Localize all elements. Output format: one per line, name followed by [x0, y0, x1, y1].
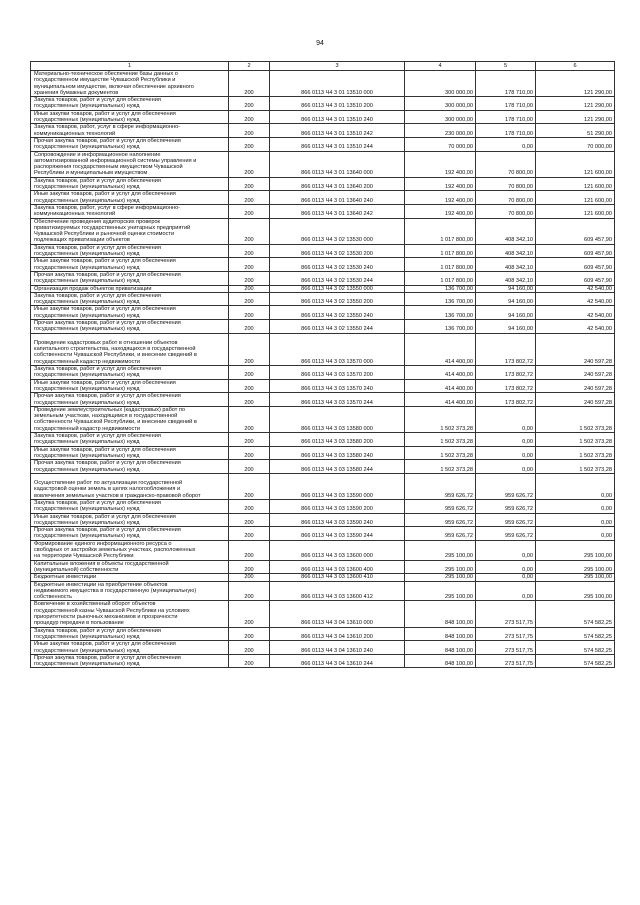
- table-row: [31, 333, 615, 365]
- row-classification-code: 866 0113 Ч4 3 03 13600 410: [270, 574, 405, 581]
- table-row: [31, 446, 615, 460]
- row-code: 200: [229, 641, 270, 655]
- row-description: Иные закупки товаров, работ и услуг для обеспечения государственных (муниципальных) нужд: [31, 191, 229, 205]
- row-executed-amount: 70 800,00: [476, 177, 536, 191]
- row-classification-code: 866 0113 Ч4 3 03 13580 244: [270, 460, 405, 474]
- row-classification-code: 866 0113 Ч4 3 03 13580 200: [270, 433, 405, 447]
- row-code: 200: [229, 513, 270, 527]
- row-code: 200: [229, 574, 270, 581]
- table-row: [31, 601, 615, 627]
- row-executed-amount: 178 710,00: [476, 71, 536, 97]
- row-description: Закупка товаров, работ и услуг для обеспечения государственных (муниципальных) нужд: [31, 97, 229, 111]
- table-row: [31, 319, 615, 333]
- row-classification-code: 866 0113 Ч4 3 02 13530 244: [270, 271, 405, 285]
- row-description: Материально-техническое обеспечение базы данных о государственном имуществе Чувашской Республики и муниципальном имуществе, включая обеспечение архивного хранения бумажных документов: [31, 71, 229, 97]
- row-description: Прочая закупка товаров, работ и услуг для обеспечения государственных (муниципальных) нужд: [31, 137, 229, 151]
- row-classification-code: 866 0113 Ч4 3 01 13640 200: [270, 177, 405, 191]
- table-row: [31, 393, 615, 407]
- row-executed-amount: 173 802,72: [476, 393, 536, 407]
- row-executed-amount: 0,00: [476, 446, 536, 460]
- row-description: Закупка товаров, работ и услуг для обеспечения государственных (муниципальных) нужд: [31, 627, 229, 641]
- row-classification-code: 866 0113 Ч4 3 03 13580 000: [270, 406, 405, 432]
- row-approved-amount: 300 000,00: [405, 97, 476, 111]
- row-approved-amount: 1 502 373,28: [405, 406, 476, 432]
- row-unexecuted-amount: 574 582,25: [536, 641, 615, 655]
- row-approved-amount: 1 017 800,00: [405, 271, 476, 285]
- table-row: [31, 379, 615, 393]
- row-description: Закупка товаров, работ и услуг для обеспечения государственных (муниципальных) нужд: [31, 292, 229, 306]
- row-code: 200: [229, 124, 270, 138]
- row-executed-amount: 0,00: [476, 540, 536, 560]
- row-description: Иные закупки товаров, работ и услуг для обеспечения государственных (муниципальных) нужд: [31, 379, 229, 393]
- row-code: 200: [229, 177, 270, 191]
- row-unexecuted-amount: 295 100,00: [536, 540, 615, 560]
- table-row: [31, 560, 615, 574]
- row-unexecuted-amount: 70 000,00: [536, 137, 615, 151]
- table-row: [31, 191, 615, 205]
- row-classification-code: 866 0113 Ч4 3 02 13550 000: [270, 285, 405, 292]
- table-row: [31, 627, 615, 641]
- row-approved-amount: 295 100,00: [405, 540, 476, 560]
- row-unexecuted-amount: 42 540,00: [536, 306, 615, 320]
- row-approved-amount: 136 700,00: [405, 285, 476, 292]
- row-classification-code: 866 0113 Ч4 3 03 13570 200: [270, 366, 405, 380]
- table-row: [31, 513, 615, 527]
- table-row: [31, 406, 615, 432]
- row-description: Прочая закупка товаров, работ и услуг для обеспечения государственных (муниципальных) нужд: [31, 271, 229, 285]
- table-row: [31, 654, 615, 668]
- row-description: Организация продаж объектов приватизации: [31, 285, 229, 292]
- row-code: 200: [229, 151, 270, 177]
- row-description: Закупка товаров, работ, услуг в сфере информационно- коммуникационных технологий: [31, 204, 229, 218]
- row-approved-amount: 192 400,00: [405, 151, 476, 177]
- page-number: 94: [316, 40, 324, 47]
- row-approved-amount: 70 000,00: [405, 137, 476, 151]
- row-description: Бюджетные инвестиции: [31, 574, 229, 581]
- row-classification-code: 866 0113 Ч4 3 03 13590 000: [270, 473, 405, 499]
- table-row: [31, 527, 615, 541]
- table-row: [31, 110, 615, 124]
- table-row: [31, 581, 615, 601]
- table-row: [31, 151, 615, 177]
- table-row: [31, 124, 615, 138]
- row-executed-amount: 959 626,72: [476, 513, 536, 527]
- row-classification-code: 866 0113 Ч4 3 02 13530 000: [270, 218, 405, 244]
- row-approved-amount: 959 626,72: [405, 527, 476, 541]
- row-executed-amount: 959 626,72: [476, 527, 536, 541]
- row-unexecuted-amount: 121 290,00: [536, 71, 615, 97]
- row-classification-code: 866 0113 Ч4 3 01 13510 200: [270, 97, 405, 111]
- row-executed-amount: 0,00: [476, 406, 536, 432]
- row-code: 200: [229, 654, 270, 668]
- row-unexecuted-amount: 295 100,00: [536, 560, 615, 574]
- row-executed-amount: 408 342,10: [476, 218, 536, 244]
- row-executed-amount: 0,00: [476, 581, 536, 601]
- row-executed-amount: 959 626,72: [476, 500, 536, 514]
- row-code: 200: [229, 460, 270, 474]
- row-code: 200: [229, 285, 270, 292]
- table-row: [31, 500, 615, 514]
- row-code: 200: [229, 244, 270, 258]
- row-unexecuted-amount: 240 597,28: [536, 333, 615, 365]
- column-header: 5: [476, 62, 536, 71]
- row-approved-amount: 295 100,00: [405, 560, 476, 574]
- row-executed-amount: 408 342,10: [476, 244, 536, 258]
- row-executed-amount: 94 160,00: [476, 292, 536, 306]
- row-description: Закупка товаров, работ и услуг для обеспечения государственных (муниципальных) нужд: [31, 244, 229, 258]
- row-unexecuted-amount: 295 100,00: [536, 581, 615, 601]
- budget-table: [30, 61, 615, 668]
- row-executed-amount: 70 800,00: [476, 191, 536, 205]
- row-executed-amount: 173 802,72: [476, 379, 536, 393]
- table-row: [31, 540, 615, 560]
- row-approved-amount: 959 626,72: [405, 500, 476, 514]
- row-classification-code: 866 0113 Ч4 3 01 13510 244: [270, 137, 405, 151]
- row-approved-amount: 136 700,00: [405, 292, 476, 306]
- row-description: Прочая закупка товаров, работ и услуг для обеспечения государственных (муниципальных) нужд: [31, 460, 229, 474]
- row-classification-code: 866 0113 Ч4 3 02 13550 244: [270, 319, 405, 333]
- row-description: Закупка товаров, работ и услуг для обеспечения государственных (муниципальных) нужд: [31, 177, 229, 191]
- row-classification-code: 866 0113 Ч4 3 01 13640 242: [270, 204, 405, 218]
- row-code: 200: [229, 406, 270, 432]
- table-row: [31, 641, 615, 655]
- row-classification-code: 866 0113 Ч4 3 04 13610 240: [270, 641, 405, 655]
- row-approved-amount: 1 017 800,00: [405, 218, 476, 244]
- row-approved-amount: 848 100,00: [405, 627, 476, 641]
- row-classification-code: 866 0113 Ч4 3 03 13570 000: [270, 333, 405, 365]
- row-executed-amount: 94 160,00: [476, 285, 536, 292]
- row-approved-amount: 300 000,00: [405, 71, 476, 97]
- row-executed-amount: 273 517,75: [476, 654, 536, 668]
- row-approved-amount: 414 400,00: [405, 393, 476, 407]
- row-code: 200: [229, 379, 270, 393]
- row-executed-amount: 959 626,72: [476, 473, 536, 499]
- row-description: Иные закупки товаров, работ и услуг для обеспечения государственных (муниципальных) нужд: [31, 513, 229, 527]
- row-code: 200: [229, 366, 270, 380]
- row-unexecuted-amount: 51 290,00: [536, 124, 615, 138]
- row-code: 200: [229, 627, 270, 641]
- row-code: 200: [229, 218, 270, 244]
- row-executed-amount: 408 342,10: [476, 258, 536, 272]
- row-approved-amount: 295 100,00: [405, 574, 476, 581]
- row-unexecuted-amount: 240 597,28: [536, 393, 615, 407]
- column-header: 1: [31, 62, 229, 71]
- row-unexecuted-amount: 1 502 373,28: [536, 446, 615, 460]
- row-executed-amount: 178 710,00: [476, 110, 536, 124]
- row-description: Иные закупки товаров, работ и услуг для обеспечения государственных (муниципальных) нужд: [31, 306, 229, 320]
- row-approved-amount: 192 400,00: [405, 191, 476, 205]
- row-description: Закупка товаров, работ и услуг для обеспечения государственных (муниципальных) нужд: [31, 500, 229, 514]
- row-classification-code: 866 0113 Ч4 3 04 13610 200: [270, 627, 405, 641]
- row-description: Вовлечение в хозяйственный оборот объектов государственной казны Чувашской Республики на условиях приоритетности рыночных механизмов и прозрачности процедур передачи в пользование: [31, 601, 229, 627]
- column-header: 2: [229, 62, 270, 71]
- row-code: 200: [229, 137, 270, 151]
- table-row: [31, 137, 615, 151]
- row-executed-amount: 70 800,00: [476, 204, 536, 218]
- row-unexecuted-amount: 0,00: [536, 527, 615, 541]
- row-approved-amount: 414 400,00: [405, 379, 476, 393]
- header-row: [31, 62, 615, 71]
- row-description: Обеспечение проведения аудиторских проверок приватизируемых государственных унитарных предприятий Чувашской Республики и рыночной оценки стоимости подлежащих приватизации объектов: [31, 218, 229, 244]
- row-classification-code: 866 0113 Ч4 3 03 13590 200: [270, 500, 405, 514]
- row-executed-amount: 0,00: [476, 560, 536, 574]
- row-code: 200: [229, 271, 270, 285]
- row-classification-code: 866 0113 Ч4 3 03 13600 412: [270, 581, 405, 601]
- row-unexecuted-amount: 42 540,00: [536, 285, 615, 292]
- row-approved-amount: 848 100,00: [405, 654, 476, 668]
- column-header: 6: [536, 62, 615, 71]
- row-approved-amount: 959 626,72: [405, 473, 476, 499]
- row-executed-amount: 273 517,75: [476, 601, 536, 627]
- row-code: 200: [229, 601, 270, 627]
- row-unexecuted-amount: 574 582,25: [536, 627, 615, 641]
- row-approved-amount: 1 502 373,28: [405, 433, 476, 447]
- row-description: Иные закупки товаров, работ и услуг для обеспечения государственных (муниципальных) нужд: [31, 110, 229, 124]
- row-code: 200: [229, 560, 270, 574]
- row-code: 200: [229, 446, 270, 460]
- row-classification-code: 866 0113 Ч4 3 01 13510 000: [270, 71, 405, 97]
- row-unexecuted-amount: 121 600,00: [536, 204, 615, 218]
- row-approved-amount: 192 400,00: [405, 177, 476, 191]
- row-unexecuted-amount: 1 502 373,28: [536, 406, 615, 432]
- row-unexecuted-amount: 121 600,00: [536, 177, 615, 191]
- row-classification-code: 866 0113 Ч4 3 03 13580 240: [270, 446, 405, 460]
- row-code: 200: [229, 71, 270, 97]
- row-unexecuted-amount: 240 597,28: [536, 366, 615, 380]
- table-row: [31, 218, 615, 244]
- row-unexecuted-amount: 574 582,25: [536, 601, 615, 627]
- row-description: Формирование единого информационного ресурса о свободных от застройки земельных участках, расположенных на территории Чувашской Республики: [31, 540, 229, 560]
- row-unexecuted-amount: 0,00: [536, 500, 615, 514]
- row-classification-code: 866 0113 Ч4 3 04 13610 244: [270, 654, 405, 668]
- row-unexecuted-amount: 574 582,25: [536, 654, 615, 668]
- table-row: [31, 292, 615, 306]
- row-classification-code: 866 0113 Ч4 3 01 13640 000: [270, 151, 405, 177]
- row-classification-code: 866 0113 Ч4 3 04 13610 000: [270, 601, 405, 627]
- row-description: Сопровождение и информационное наполнение автоматизированной информационной системы управления и распоряжения государственным имуществом Чувашской Республики и муниципальным имуществом: [31, 151, 229, 177]
- row-unexecuted-amount: 42 540,00: [536, 319, 615, 333]
- row-executed-amount: 0,00: [476, 137, 536, 151]
- row-unexecuted-amount: 1 502 373,28: [536, 433, 615, 447]
- row-unexecuted-amount: 295 100,00: [536, 574, 615, 581]
- table-row: [31, 433, 615, 447]
- row-code: 200: [229, 333, 270, 365]
- table-row: [31, 71, 615, 97]
- row-executed-amount: 0,00: [476, 574, 536, 581]
- row-unexecuted-amount: 121 290,00: [536, 110, 615, 124]
- row-unexecuted-amount: 42 540,00: [536, 292, 615, 306]
- row-executed-amount: 273 517,75: [476, 627, 536, 641]
- row-unexecuted-amount: 609 457,90: [536, 218, 615, 244]
- row-unexecuted-amount: 121 600,00: [536, 191, 615, 205]
- row-code: 200: [229, 110, 270, 124]
- row-classification-code: 866 0113 Ч4 3 01 13510 242: [270, 124, 405, 138]
- row-approved-amount: 414 400,00: [405, 333, 476, 365]
- row-code: 200: [229, 527, 270, 541]
- row-description: Осуществление работ по актуализации государственной кадастровой оценки земель в целях налогообложения и вовлечения земельных участков в гражданско-правовой оборот: [31, 473, 229, 499]
- row-classification-code: 866 0113 Ч4 3 03 13590 240: [270, 513, 405, 527]
- table-row: [31, 306, 615, 320]
- table-row: [31, 204, 615, 218]
- row-executed-amount: 178 710,00: [476, 97, 536, 111]
- row-code: 200: [229, 191, 270, 205]
- row-unexecuted-amount: 121 290,00: [536, 97, 615, 111]
- row-approved-amount: 1 502 373,28: [405, 460, 476, 474]
- row-executed-amount: 0,00: [476, 433, 536, 447]
- table-row: [31, 271, 615, 285]
- row-classification-code: 866 0113 Ч4 3 02 13550 200: [270, 292, 405, 306]
- row-executed-amount: 173 802,72: [476, 333, 536, 365]
- row-approved-amount: 1 502 373,28: [405, 446, 476, 460]
- row-approved-amount: 136 700,00: [405, 319, 476, 333]
- row-approved-amount: 192 400,00: [405, 204, 476, 218]
- row-executed-amount: 94 160,00: [476, 306, 536, 320]
- row-code: 200: [229, 581, 270, 601]
- row-classification-code: 866 0113 Ч4 3 03 13600 000: [270, 540, 405, 560]
- row-description: Прочая закупка товаров, работ и услуг для обеспечения государственных (муниципальных) нужд: [31, 527, 229, 541]
- row-executed-amount: 70 800,00: [476, 151, 536, 177]
- row-code: 200: [229, 258, 270, 272]
- row-approved-amount: 300 000,00: [405, 110, 476, 124]
- table-row: [31, 366, 615, 380]
- table-row: [31, 574, 615, 581]
- row-code: 200: [229, 306, 270, 320]
- row-code: 200: [229, 473, 270, 499]
- row-description: Иные закупки товаров, работ и услуг для обеспечения государственных (муниципальных) нужд: [31, 258, 229, 272]
- row-description: Проведение кадастровых работ в отношении объектов капитального строительства, находящихся в государственной собственности Чувашской Республики, и внесение сведений в государственный кадастр недвижимости: [31, 333, 229, 365]
- row-classification-code: 866 0113 Ч4 3 03 13600 400: [270, 560, 405, 574]
- table-row: [31, 258, 615, 272]
- row-approved-amount: 1 017 800,00: [405, 244, 476, 258]
- row-code: 200: [229, 393, 270, 407]
- row-executed-amount: 178 710,00: [476, 124, 536, 138]
- row-description: Закупка товаров, работ и услуг для обеспечения государственных (муниципальных) нужд: [31, 366, 229, 380]
- row-unexecuted-amount: 1 502 373,28: [536, 460, 615, 474]
- row-approved-amount: 230 000,00: [405, 124, 476, 138]
- row-description: Закупка товаров, работ и услуг для обеспечения государственных (муниципальных) нужд: [31, 433, 229, 447]
- table-row: [31, 285, 615, 292]
- row-approved-amount: 414 400,00: [405, 366, 476, 380]
- row-approved-amount: 295 100,00: [405, 581, 476, 601]
- row-classification-code: 866 0113 Ч4 3 03 13570 240: [270, 379, 405, 393]
- row-unexecuted-amount: 609 457,90: [536, 271, 615, 285]
- table-row: [31, 244, 615, 258]
- row-approved-amount: 136 700,00: [405, 306, 476, 320]
- row-description: Проведение землеустроительных (кадастровых) работ по земельным участкам, находящимся в государственной собственности Чувашской Республики, и внесение сведений в государственный кадастр недвижимости: [31, 406, 229, 432]
- row-classification-code: 866 0113 Ч4 3 01 13640 240: [270, 191, 405, 205]
- row-executed-amount: 94 160,00: [476, 319, 536, 333]
- row-classification-code: 866 0113 Ч4 3 01 13510 240: [270, 110, 405, 124]
- row-unexecuted-amount: 609 457,90: [536, 244, 615, 258]
- row-unexecuted-amount: 0,00: [536, 513, 615, 527]
- table-row: [31, 177, 615, 191]
- row-unexecuted-amount: 121 600,00: [536, 151, 615, 177]
- row-unexecuted-amount: 240 597,28: [536, 379, 615, 393]
- row-approved-amount: 1 017 800,00: [405, 258, 476, 272]
- row-classification-code: 866 0113 Ч4 3 03 13590 244: [270, 527, 405, 541]
- row-description: Прочая закупка товаров, работ и услуг для обеспечения государственных (муниципальных) нужд: [31, 654, 229, 668]
- row-code: 200: [229, 292, 270, 306]
- row-description: Иные закупки товаров, работ и услуг для обеспечения государственных (муниципальных) нужд: [31, 641, 229, 655]
- row-code: 200: [229, 319, 270, 333]
- row-code: 200: [229, 97, 270, 111]
- row-description: Прочая закупка товаров, работ и услуг для обеспечения государственных (муниципальных) нужд: [31, 393, 229, 407]
- row-executed-amount: 0,00: [476, 460, 536, 474]
- row-classification-code: 866 0113 Ч4 3 02 13530 240: [270, 258, 405, 272]
- table-row: [31, 473, 615, 499]
- row-description: Прочая закупка товаров, работ и услуг для обеспечения государственных (муниципальных) нужд: [31, 319, 229, 333]
- row-code: 200: [229, 500, 270, 514]
- row-description: Бюджетные инвестиции на приобретение объектов недвижимого имущества в государственную (муниципальную) собственность: [31, 581, 229, 601]
- row-executed-amount: 273 517,75: [476, 641, 536, 655]
- row-unexecuted-amount: 0,00: [536, 473, 615, 499]
- row-approved-amount: 959 626,72: [405, 513, 476, 527]
- row-code: 200: [229, 540, 270, 560]
- row-code: 200: [229, 433, 270, 447]
- row-code: 200: [229, 204, 270, 218]
- row-classification-code: 866 0113 Ч4 3 02 13530 200: [270, 244, 405, 258]
- row-executed-amount: 173 802,72: [476, 366, 536, 380]
- row-description: Закупка товаров, работ, услуг в сфере информационно- коммуникационных технологий: [31, 124, 229, 138]
- row-classification-code: 866 0113 Ч4 3 02 13550 240: [270, 306, 405, 320]
- table-row: [31, 97, 615, 111]
- row-description: Капитальные вложения в объекты государственной (муниципальной) собственности: [31, 560, 229, 574]
- column-header: 4: [405, 62, 476, 71]
- row-unexecuted-amount: 609 457,90: [536, 258, 615, 272]
- row-approved-amount: 848 100,00: [405, 601, 476, 627]
- row-classification-code: 866 0113 Ч4 3 03 13570 244: [270, 393, 405, 407]
- table-row: [31, 460, 615, 474]
- row-executed-amount: 408 342,10: [476, 271, 536, 285]
- column-header: 3: [270, 62, 405, 71]
- row-description: Иные закупки товаров, работ и услуг для обеспечения государственных (муниципальных) нужд: [31, 446, 229, 460]
- row-approved-amount: 848 100,00: [405, 641, 476, 655]
